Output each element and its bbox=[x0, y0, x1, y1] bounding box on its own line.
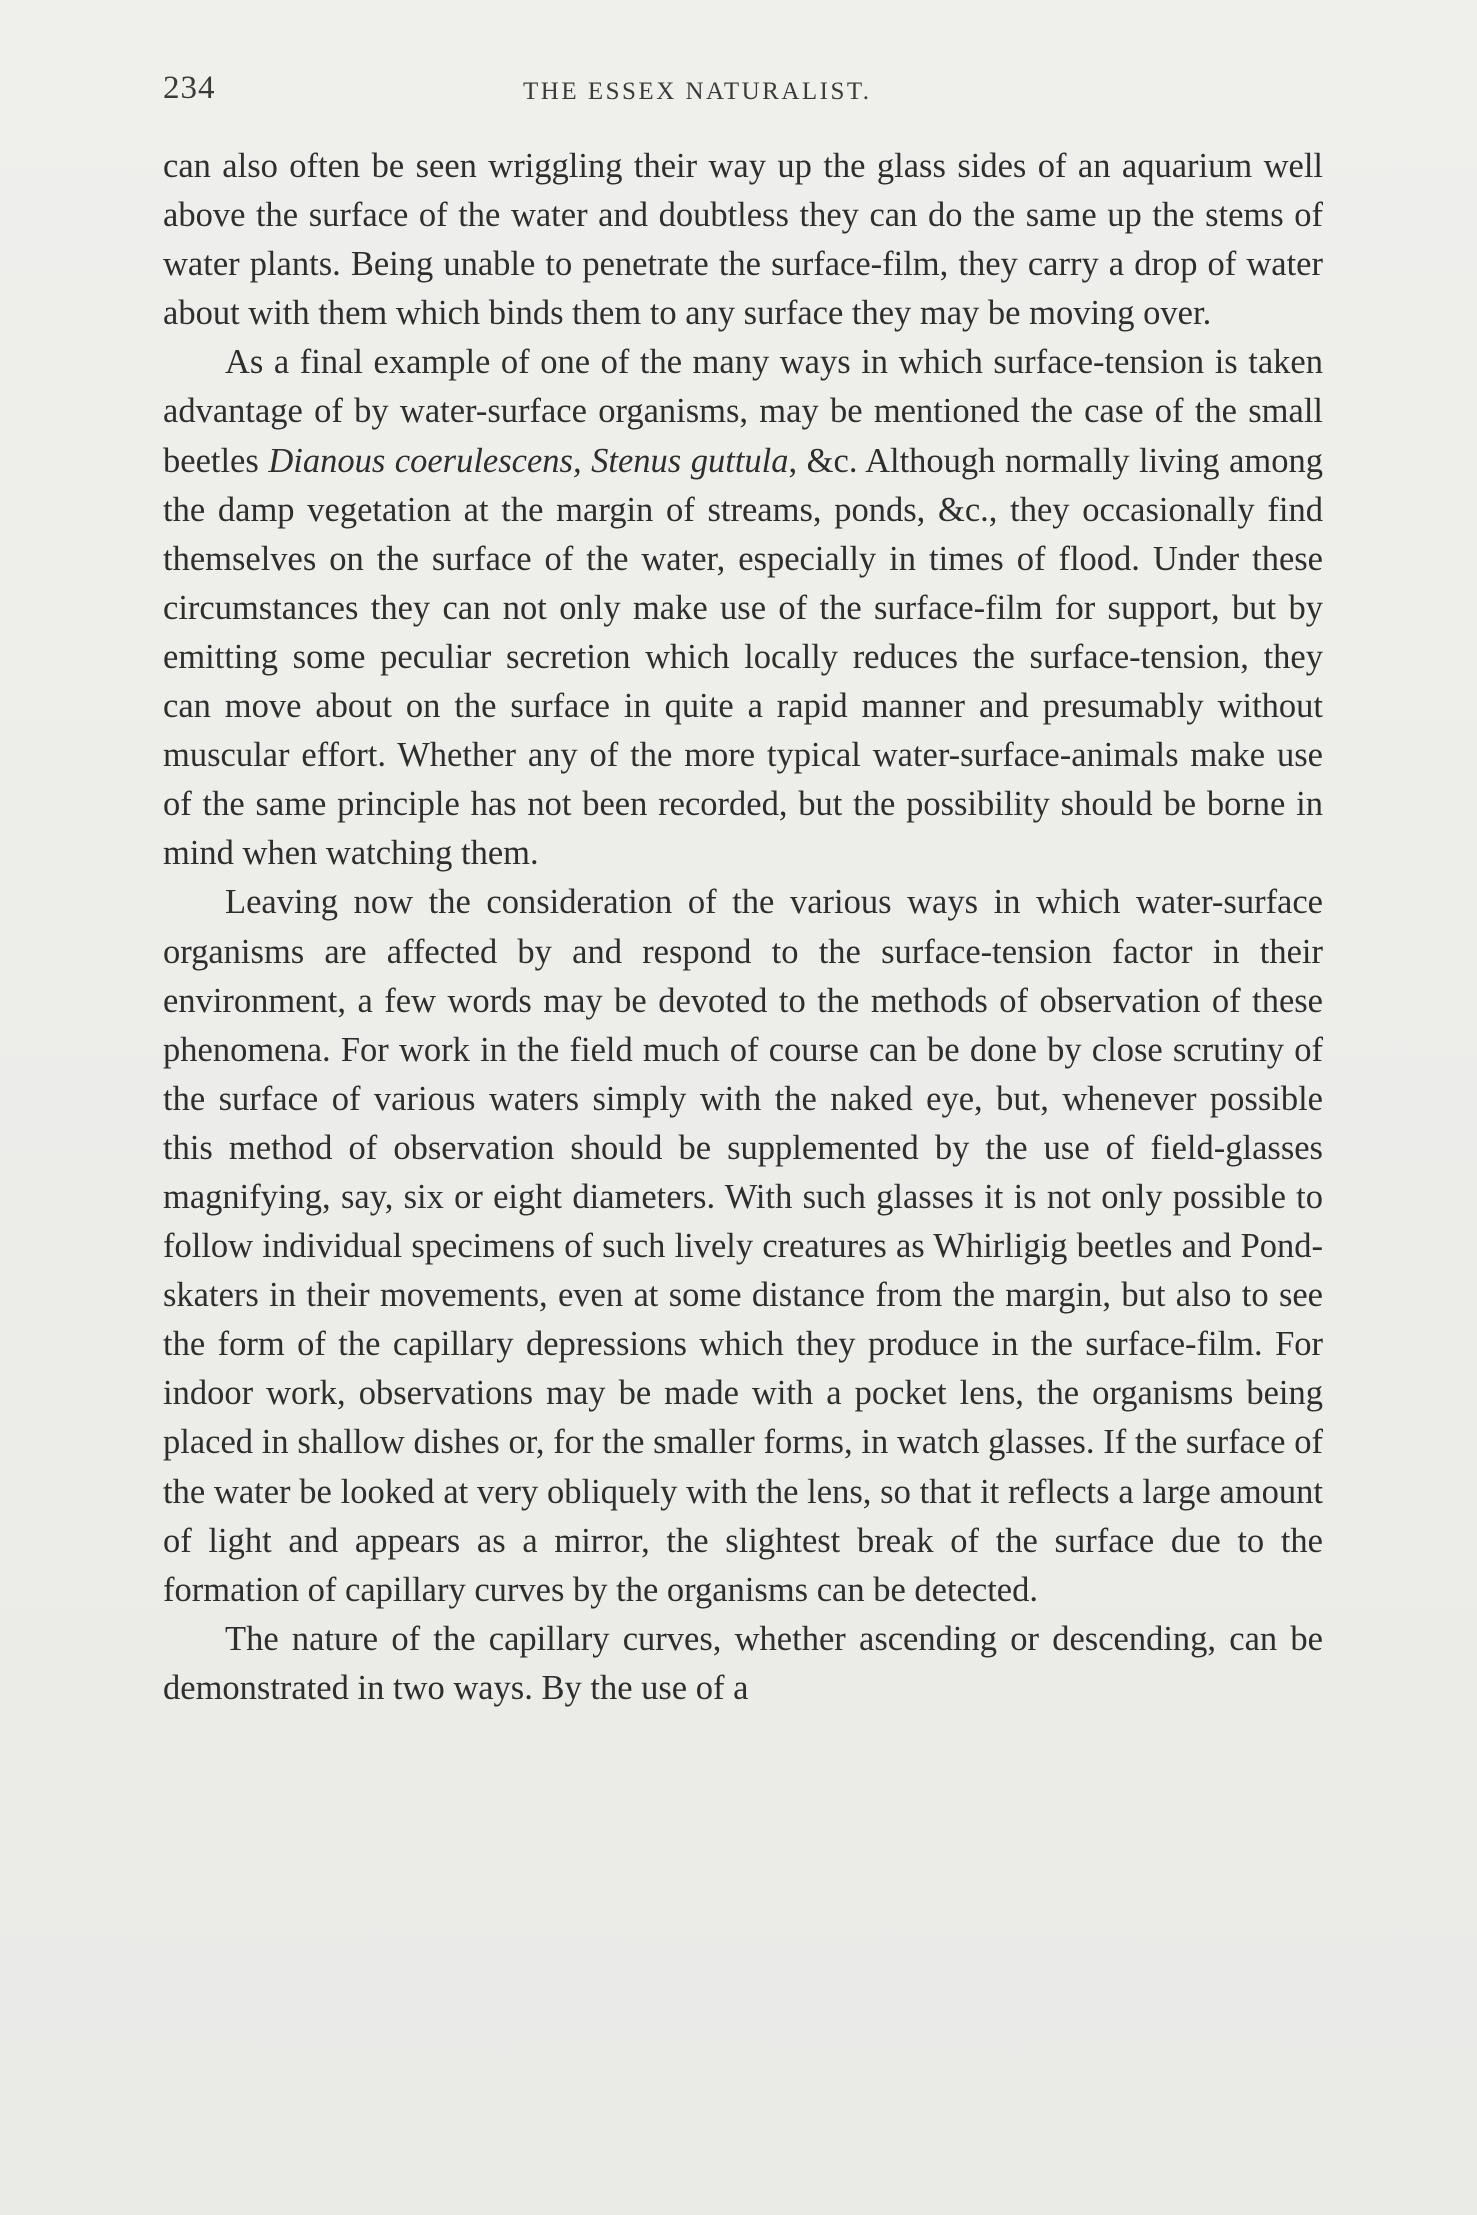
paragraph-2-part-1: As a final example of one of the many ways in which surface-tension is taken advantage of by water-surface organisms, may be mentioned the case of the small beetles bbox=[163, 343, 1323, 480]
species-names: Dianous coerulescens, Stenus guttula bbox=[268, 441, 789, 480]
page-number: 234 bbox=[163, 70, 216, 106]
page-header bbox=[163, 70, 1323, 120]
paragraph-4: The nature of the capillary curves, whether ascending or descending, can be demonstrated in two ways. By the use of a bbox=[163, 1619, 1323, 1707]
body-text bbox=[163, 142, 1323, 1713]
paragraph-1: can also often be seen wriggling their way up the glass sides of an aquarium well above the surface of the water and doubtless they can do the same up the stems of water plants. Being unable to penetrate the surface-film, they carry a drop of water about with them which binds them to any surface they may be moving over. bbox=[163, 147, 1323, 333]
running-head: THE ESSEX NATURALIST. bbox=[523, 78, 872, 105]
paragraph-2-part-2: , &c. Although normally living among the damp vegetation at the margin of streams, ponds, &c., they occasionally find themselves on the surface of the water, especially in times of flood. Under these circumstances they can not only make use of the surface-film for support, but by emitting some peculiar secretion which locally reduces the surface-tension, they can move about on the surface in quite a rapid manner and presumably without muscular effort. Whether any of the more typical water-surface-animals make use of the same principle has not been recorded, but the possibility should be borne in mind when watching them. bbox=[163, 441, 1323, 873]
paragraph-3: Leaving now the consideration of the various ways in which water-surface organisms are affected by and respond to the surface-tension factor in their environment, a few words may be devoted to the methods of observation of these phenomena. For work in the field much of course can be done by close scrutiny of the surface of various waters simply with the naked eye, but, whenever possible this method of observation should be supplemented by the use of field-glasses magnifying, say, six or eight diameters. With such glasses it is not only possible to follow individual specimens of such lively creatures as Whirligig beetles and Pond-skaters in their movements, even at some distance from the margin, but also to see the form of the capillary depressions which they produce in the surface-film. For indoor work, observations may be made with a pocket lens, the organisms being placed in shallow dishes or, for the smaller forms, in watch glasses. If the surface of the water be looked at very obliquely with the lens, so that it reflects a large amount of light and appears as a mirror, the slightest break of the surface due to the formation of capillary curves by the organisms can be detected. bbox=[163, 883, 1323, 1609]
paragraph-2 bbox=[163, 338, 1323, 878]
